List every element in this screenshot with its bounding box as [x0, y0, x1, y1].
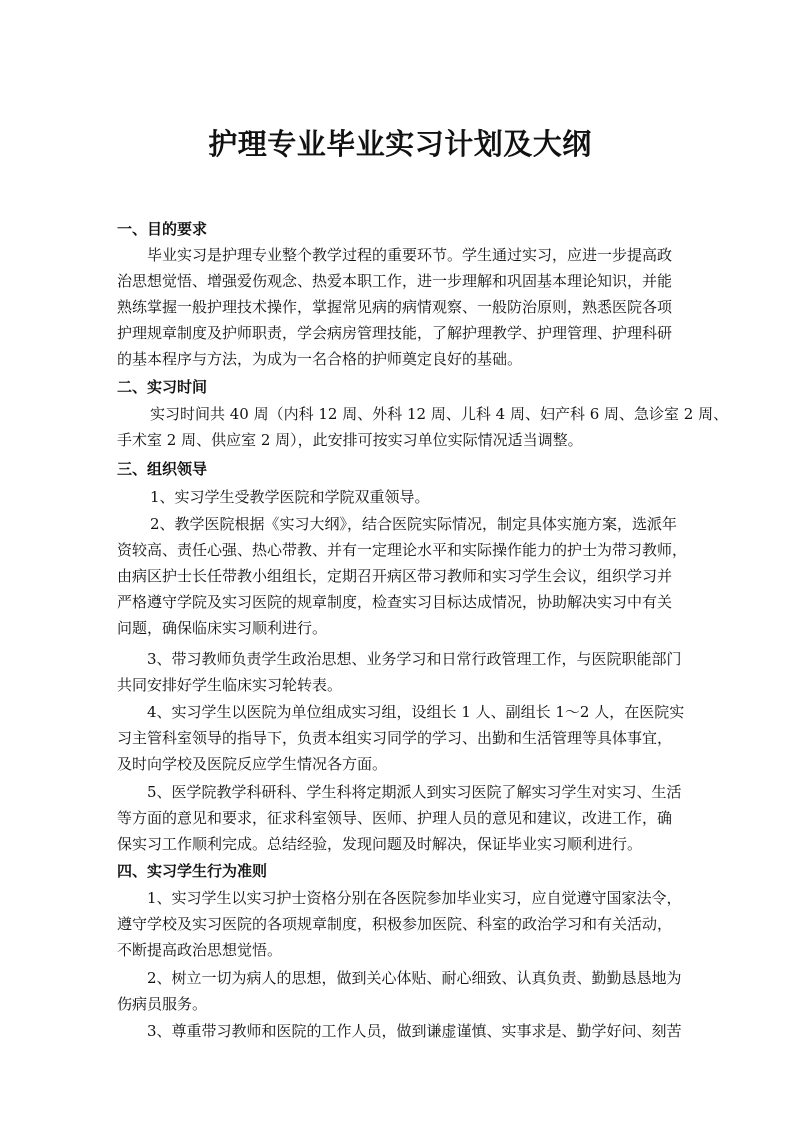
- text-line: 5、医学院教学科研科、学生科将定期派人到实习医院了解实习学生对实习、生活: [147, 783, 682, 801]
- text-line: 等方面的意见和要求，征求科室领导、医师、护理人员的意见和建议，改进工作，确: [117, 809, 673, 827]
- text-line: 遵守学校及实习医院的各项规章制度，积极参加医院、科室的政治学习和有关活动，: [117, 915, 673, 933]
- text-line: 治思想觉悟、增强爱伤观念、热爱本职工作，进一步理解和巩固基本理论知识，并能: [117, 272, 673, 290]
- text-line: 伤病员服务。: [117, 995, 208, 1013]
- text-line: 1、实习学生受教学医院和学院双重领导。: [150, 488, 430, 506]
- section-heading: 一、目的要求: [117, 220, 208, 238]
- text-line: 不断提高政治思想觉悟。: [117, 941, 283, 959]
- text-line: 保实习工作顺利完成。总结经验，发现问题及时解决，保证毕业实习顺利进行。: [117, 835, 643, 853]
- paragraph: [117, 885, 721, 963]
- text-line: 实习时间共 40 周（内科 12 周、外科 12 周、儿科 4 周、妇产科 6 周、急诊室 2 周、: [150, 405, 729, 423]
- paragraph: [117, 779, 721, 857]
- text-line: 由病区护士长任带教小组组长，定期召开病区带习教师和实习学生会议，组织学习并: [117, 567, 673, 585]
- text-line: 共同安排好学生临床实习轮转表。: [117, 676, 343, 694]
- text-line: 2、教学医院根据《实习大纲》，结合医院实际情况，制定具体实施方案，选派年: [150, 515, 678, 533]
- text-line: 熟练掌握一般护理技术操作，掌握常见病的病情观察、一般防治原则，熟悉医院各项: [117, 298, 673, 316]
- text-line: 问题，确保临床实习顺利进行。: [117, 619, 328, 637]
- section-heading: 三、组织领导: [117, 460, 208, 478]
- paragraph: [117, 646, 721, 698]
- paragraph: [117, 511, 721, 641]
- text-line: 习主管科室领导的指导下，负责本组实习同学的学习、出勤和生活管理等具体事宜，: [117, 729, 673, 747]
- paragraph: [117, 484, 721, 510]
- text-line: 严格遵守学院及实习医院的规章制度，检查实习目标达成情况，协助解决实习中有关: [117, 593, 673, 611]
- text-line: 护理规章制度及护师职责，学会病房管理技能，了解护理教学、护理管理、护理科研: [117, 324, 673, 342]
- text-line: 手术室 2 周、供应室 2 周），此安排可按实习单位实际情况适当调整。: [117, 431, 583, 449]
- paragraph: [117, 1018, 721, 1044]
- paragraph: [117, 401, 729, 453]
- paragraph: [117, 242, 721, 372]
- text-line: 及时向学校及医院反应学生情况各方面。: [117, 755, 388, 773]
- text-line: 4、实习学生以医院为单位组成实习组，设组长 1 人、副组长 1～2 人，在医院实: [147, 703, 685, 721]
- text-line: 3、尊重带习教师和医院的工作人员，做到谦虚谨慎、实事求是、勤学好问、刻苦: [147, 1022, 682, 1040]
- text-line: 2、树立一切为病人的思想，做到关心体贴、耐心细致、认真负责、勤勤恳恳地为: [147, 969, 682, 987]
- section-heading: 四、实习学生行为准则: [117, 862, 268, 880]
- text-line: 3、带习教师负责学生政治思想、业务学习和日常行政管理工作，与医院职能部门: [147, 650, 682, 668]
- document-title: 护理专业毕业实习计划及大纲: [208, 127, 592, 161]
- text-line: 的基本程序与方法，为成为一名合格的护师奠定良好的基础。: [117, 350, 523, 368]
- text-line: 资较高、责任心强、热心带教、并有一定理论水平和实际操作能力的护士为带习教师，: [117, 541, 688, 559]
- paragraph: [117, 699, 721, 777]
- section-heading: 二、实习时间: [117, 378, 208, 396]
- text-line: 毕业实习是护理专业整个教学过程的重要环节。学生通过实习，应进一步提高政: [147, 246, 673, 264]
- paragraph: [117, 965, 721, 1017]
- text-line: 1、实习学生以实习护士资格分别在各医院参加毕业实习，应自觉遵守国家法令，: [147, 889, 682, 907]
